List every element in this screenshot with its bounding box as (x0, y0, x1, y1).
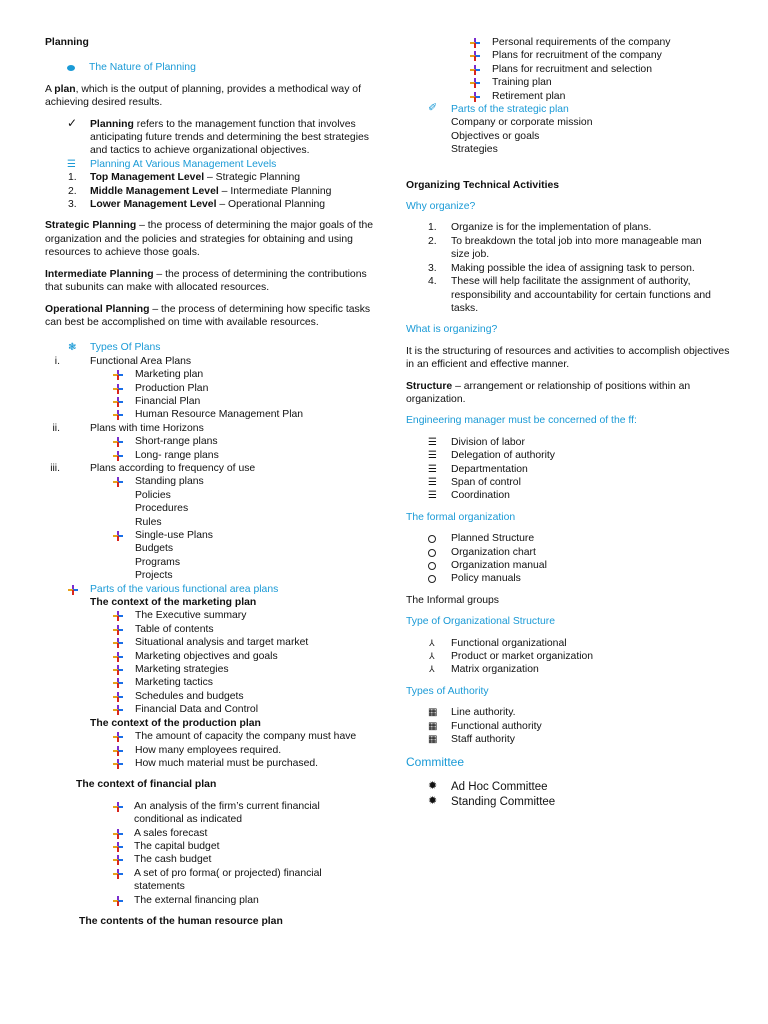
levels-heading: Planning At Various Management Levels (90, 158, 277, 170)
cross-bullet-icon (113, 705, 123, 715)
list-item: A set of pro forma( or projected) financial statements (45, 867, 375, 894)
list-item: The capital budget (45, 840, 375, 853)
list-item: Single-use Plans (45, 529, 375, 542)
list-item: Situational analysis and target market (45, 636, 375, 649)
parts-heading: Parts of the various functional area plans (90, 583, 279, 595)
list-item: 3. Lower Management Level – Operational Planning (68, 199, 326, 211)
formal-heading: The formal organization (406, 511, 516, 523)
list-item: Marketing strategies (45, 663, 375, 676)
list-item: Schedules and budgets (45, 690, 375, 703)
cross-bullet-icon (113, 692, 123, 702)
parts-heading-row (45, 583, 375, 596)
stacked-books-icon: ☰ (428, 436, 437, 448)
list-item: 3. Making possible the idea of assigning task to person. (428, 262, 695, 274)
cross-bullet-icon (113, 746, 123, 756)
arrow-up-icon: ⅄ (429, 664, 435, 675)
list-item: Projects (135, 570, 173, 582)
cross-bullet-icon (470, 51, 480, 61)
page-title: Planning (45, 37, 89, 48)
cross-bullet-icon (113, 896, 123, 906)
cross-bullet-icon (113, 842, 123, 852)
stacked-books-icon: ☰ (428, 476, 437, 488)
stacked-books-icon: ☰ (428, 450, 437, 462)
cross-bullet-icon (470, 78, 480, 88)
why-heading: Why organize? (406, 201, 476, 213)
levels-list (45, 171, 375, 211)
committee-list (406, 780, 736, 810)
list-item: Long- range plans (45, 449, 375, 462)
list-item: Marketing tactics (45, 676, 375, 689)
intermediate-planning-def: Intermediate Planning – the process of determining the contributions that subunits can make with allocated resources. (45, 268, 367, 294)
list-item: Objectives or goals (451, 130, 540, 142)
arrow-up-icon: ⅄ (429, 637, 435, 648)
cross-bullet-icon (113, 652, 123, 662)
list-item: Policy manuals (406, 572, 736, 585)
list-item: Rules (135, 516, 162, 528)
list-item: Strategies (451, 144, 498, 156)
list-item: i. Functional Area Plans (54, 355, 192, 367)
what-text: It is the structuring of resources and activities to accomplish objectives in an efficient and effective manner. (406, 345, 730, 371)
list-item: ▦ Functional authority (428, 720, 542, 732)
list-item: Plans for recruitment of the company (406, 49, 736, 62)
cross-bullet-icon (113, 384, 123, 394)
list-item: ☰ Coordination (428, 490, 510, 502)
cross-bullet-icon (470, 38, 480, 48)
hollow-circle-icon (428, 575, 436, 583)
list-item: Programs (135, 556, 181, 568)
list-item: 1. Top Management Level – Strategic Planning (68, 172, 301, 184)
cross-bullet-icon (113, 802, 123, 812)
list-item: ☰ Departmentation (428, 463, 528, 475)
hr-items-list (406, 36, 736, 103)
list-item: How much material must be purchased. (45, 757, 375, 770)
list-item: ▦ Staff authority (428, 734, 515, 746)
type-struct-heading: Type of Organizational Structure (406, 616, 556, 628)
cross-bullet-icon (113, 732, 123, 742)
financial-items-list (45, 800, 375, 907)
strategic-parts-heading: Parts of the strategic plan (451, 104, 569, 116)
list-item: Financial Data and Control (45, 703, 375, 716)
cross-bullet-icon (113, 397, 123, 407)
nature-heading-row (45, 61, 375, 74)
eng-heading: Engineering manager must be concerned of the ff: (406, 415, 637, 427)
plan-intro: A plan, which is the output of planning, provides a methodical way of achieving desired results. (45, 83, 361, 109)
list-item: ⅄ Matrix organization (429, 664, 539, 676)
what-heading: What is organizing? (406, 324, 498, 336)
cross-bullet-icon (113, 855, 123, 865)
planning-definition: ✓ Planning refers to the management function that involves anticipating future trends and determining the best strategies and tactics to achieve organizational objectives. (67, 115, 369, 157)
list-item: How many employees required. (45, 744, 375, 757)
list-item: Procedures (135, 503, 189, 515)
cross-bullet-icon (113, 829, 123, 839)
list-item: The Executive summary (45, 609, 375, 622)
list-item: ✹ Standing Committee (428, 794, 556, 808)
list-item: Short-range plans (45, 435, 375, 448)
list-item: The amount of capacity the company must have (45, 730, 375, 743)
list-item: Organization chart (406, 546, 736, 559)
cross-bullet-icon (113, 451, 123, 461)
why-list (406, 221, 736, 315)
list-item: Policies (135, 489, 171, 501)
cross-bullet-icon (113, 678, 123, 688)
list-item: Planned Structure (406, 532, 736, 545)
list-item: ☰ Delegation of authority (428, 450, 555, 462)
list-item: Personal requirements of the company (406, 36, 736, 49)
list-item: 2. To breakdown the total job into more manageable man size job. (428, 235, 702, 261)
cross-bullet-icon (113, 410, 123, 420)
levels-heading-row (45, 158, 375, 171)
production-context-heading: The context of the production plan (90, 717, 261, 729)
cross-bullet-icon (470, 92, 480, 102)
hollow-circle-icon (428, 562, 436, 570)
production-items-list (45, 730, 375, 770)
hollow-circle-icon (428, 549, 436, 557)
list-item: 2. Middle Management Level – Intermediate Planning (68, 185, 332, 197)
hr-context-heading: The contents of the human resource plan (79, 915, 283, 927)
list-item: Standing plans (45, 475, 375, 488)
list-item: Retirement plan (406, 90, 736, 103)
cross-bullet-icon (113, 531, 123, 541)
nature-heading: The Nature of Planning (89, 62, 196, 74)
list-item: Marketing objectives and goals (45, 650, 375, 663)
list-item: Financial Plan (45, 395, 375, 408)
cross-bullet-icon (113, 477, 123, 487)
list-item: A sales forecast (45, 827, 375, 840)
list-item: ii. Plans with time Horizons (52, 422, 204, 434)
types-heading-row (45, 341, 375, 354)
cross-bullet-icon (113, 437, 123, 447)
list-item: Production Plan (45, 382, 375, 395)
stacked-books-icon: ☰ (428, 463, 437, 475)
right-column (406, 36, 736, 810)
list-item: Organization manual (406, 559, 736, 572)
hollow-circle-icon (428, 535, 436, 543)
list-item: iii. Plans according to frequency of use (50, 462, 256, 474)
stacked-layers-icon: ☰ (67, 158, 76, 170)
strategic-parts-heading-row (406, 103, 736, 116)
cross-bullet-icon (113, 611, 123, 621)
list-item: 1. Organize is for the implementation of plans. (428, 222, 652, 234)
cross-bullet-icon (113, 638, 123, 648)
authority-heading: Types of Authority (406, 685, 489, 697)
list-item: The external financing plan (45, 894, 375, 907)
grid-icon: ▦ (428, 734, 438, 746)
list-item: An analysis of the firm’s current financial conditional as indicated (45, 800, 375, 827)
grid-icon: ▦ (428, 720, 438, 732)
formal-list (406, 532, 736, 586)
eng-list (406, 436, 736, 503)
marketing-items-list (45, 609, 375, 716)
list-item: Company or corporate mission (451, 117, 593, 129)
type-struct-list (406, 637, 736, 677)
starburst-icon: ✹ (428, 794, 438, 807)
informal-heading: The Informal groups (406, 594, 499, 606)
list-item: Table of contents (45, 623, 375, 636)
cross-bullet-icon (113, 370, 123, 380)
cross-bullet-icon (113, 869, 123, 879)
list-item: Human Resource Management Plan (45, 408, 375, 421)
types-list (45, 355, 375, 583)
list-item: Plans for recruitment and selection (406, 63, 736, 76)
types-heading: Types Of Plans (90, 342, 161, 354)
cross-bullet-icon (113, 625, 123, 635)
authority-list (406, 706, 736, 746)
pen-icon: ✐ (428, 102, 438, 115)
list-item: ▦ Line authority. (428, 707, 516, 719)
checkmark-icon: ✓ (67, 115, 78, 130)
arrow-up-icon: ⅄ (429, 651, 435, 662)
cross-bullet-icon (470, 65, 480, 75)
list-item: 4. These will help facilitate the assignment of authority, responsibility and accountability for certain functions and tasks. (428, 276, 711, 314)
cross-bullet-icon (113, 759, 123, 769)
list-item: Budgets (135, 543, 174, 555)
org-tech-title: Organizing Technical Activities (406, 179, 560, 191)
blue-dot-icon (67, 65, 75, 71)
operational-planning-def: Operational Planning – the process of determining how specific tasks can best be accomplished on time with available resources. (45, 303, 371, 328)
marketing-context-heading: The context of the marketing plan (90, 597, 257, 609)
left-column (45, 36, 375, 928)
sparkle-icon: ❃ (68, 342, 77, 354)
grid-icon: ▦ (428, 707, 438, 719)
committee-heading: Committee (406, 755, 465, 770)
list-item: ✹ Ad Hoc Committee (428, 779, 548, 793)
structure-def: Structure – arrangement or relationship of positions within an organization. (406, 380, 691, 405)
cross-bullet-icon (113, 665, 123, 675)
list-item: The cash budget (45, 853, 375, 866)
list-item: ⅄ Product or market organization (429, 651, 594, 663)
list-item: ☰ Division of labor (428, 436, 525, 448)
cross-bullet-icon (68, 585, 78, 595)
stacked-books-icon: ☰ (428, 490, 437, 502)
financial-context-heading: The context of financial plan (76, 779, 217, 791)
starburst-icon: ✹ (428, 779, 438, 792)
list-item: ⅄ Functional organizational (429, 637, 567, 649)
list-item: Marketing plan (45, 368, 375, 381)
list-item: ☰ Span of control (428, 476, 521, 488)
list-item: Training plan (406, 76, 736, 89)
strategic-planning-def: Strategic Planning – the process of determining the major goals of the organization and the policies and strategies for obtaining and using resources to achieve those goals. (45, 220, 374, 259)
